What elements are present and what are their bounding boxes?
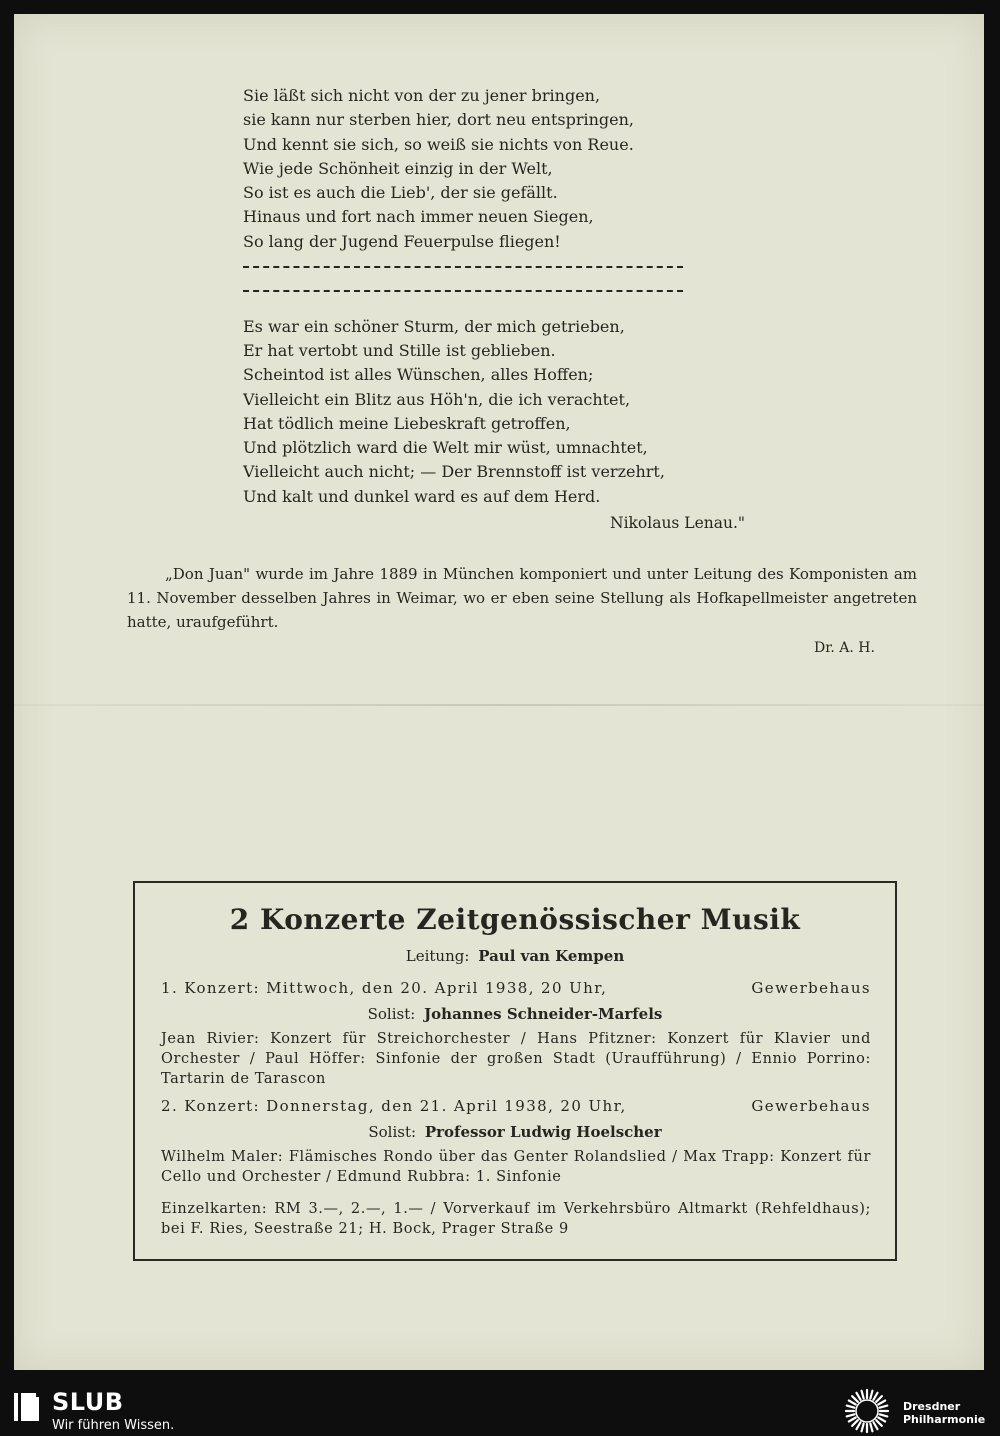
partner-name-line1: Dresdner xyxy=(903,1400,961,1413)
soloist-label: Solist: xyxy=(368,1123,417,1141)
soloist-name: Professor Ludwig Hoelscher xyxy=(424,1123,662,1141)
concert-announcement xyxy=(133,881,897,1261)
sunburst-ray xyxy=(852,1396,858,1402)
poem-line: Und kennt sie sich, so weiß sie nichts von Reue. xyxy=(243,134,634,154)
poem-line: Und kalt und dunkel ward es auf dem Herd. xyxy=(243,486,601,506)
conductor-name: Paul van Kempen xyxy=(478,947,625,965)
sunburst-ray xyxy=(862,1391,864,1399)
note-signature: Dr. A. H. xyxy=(814,640,875,656)
poem-line: Und plötzlich ward die Welt mir wüst, umnachtet, xyxy=(243,438,648,458)
soloist-label: Solist: xyxy=(367,1005,416,1023)
page-fold xyxy=(14,704,984,706)
poem-line: Scheintod ist alles Wünschen, alles Hoffen; xyxy=(243,365,594,385)
poem-line: So lang der Jugend Feuerpulse fliegen! xyxy=(243,231,561,251)
sunburst-ray xyxy=(857,1393,861,1400)
poem-line: Vielleicht ein Blitz aus Höh'n, die ich verachtet, xyxy=(243,389,631,409)
poem-line: Er hat vertobt und Stille ist geblieben. xyxy=(243,340,556,360)
poem-line: Hat tödlich meine Liebeskraft getroffen, xyxy=(243,413,571,433)
concert-1-date: 1. Konzert: Mittwoch, den 20. April 1938, 20 Uhr, xyxy=(161,979,608,997)
ticket-info: Einzelkarten: RM 3.—, 2.—, 1.— / Vorverkauf im Verkehrsbüro Altmarkt (Rehfeldhaus); bei F. Ries, Seestraße 21; H. Bock, Prager Straße 9 xyxy=(161,1201,871,1237)
sunburst-ray xyxy=(878,1418,885,1422)
partner-name-line2: Philharmonie xyxy=(903,1413,986,1426)
poem-line: Sie läßt sich nicht von der zu jener bringen, xyxy=(243,86,601,105)
sunburst-ray xyxy=(880,1406,888,1408)
historical-note xyxy=(127,562,917,634)
concert-2-date: 2. Konzert: Donnerstag, den 21. April 1938, 20 Uhr, xyxy=(161,1097,627,1115)
poem-line: sie kann nur sterben hier, dort neu entspringen, xyxy=(243,110,634,130)
concert-2-venue: Gewerbehaus xyxy=(751,1097,871,1115)
conductor-label: Leitung: xyxy=(405,947,470,965)
sunburst-ray xyxy=(852,1420,858,1426)
poem-line: Es war ein schöner Sturm, der mich getrieben, xyxy=(243,316,625,336)
philharmonie-sunburst-icon[interactable] xyxy=(842,1388,892,1434)
sunburst-ray xyxy=(862,1424,864,1432)
concert-2-header xyxy=(161,1097,871,1115)
concert-1-venue: Gewerbehaus xyxy=(751,979,871,997)
soloist-name: Johannes Schneider-Marfels xyxy=(424,1005,663,1023)
conductor-line xyxy=(135,947,895,965)
concert-1-program: Jean Rivier: Konzert für Streichorchester / Hans Pfitzner: Konzert für Klavier und Orchester / Paul Höffer: Sinfonie der großen Stadt (Uraufführung) / Ennio Porrino: Tartarin de Tarascon xyxy=(161,1031,871,1087)
sunburst-ray xyxy=(874,1422,878,1429)
dashed-separator xyxy=(243,278,883,302)
library-name[interactable]: SLUB xyxy=(52,1388,124,1416)
document-page xyxy=(14,14,984,1370)
sunburst-ray xyxy=(878,1401,885,1405)
concert-1-soloist xyxy=(135,1005,895,1023)
poem-line: Hinaus und fort nach immer neuen Siegen, xyxy=(243,207,594,227)
dashed-separator xyxy=(243,254,883,278)
poem xyxy=(243,84,883,509)
sunburst-ray xyxy=(849,1418,856,1422)
sunburst-ray xyxy=(874,1393,878,1400)
sunburst-ray xyxy=(876,1396,882,1402)
slub-book-icon[interactable] xyxy=(12,1391,40,1423)
note-text: „Don Juan" wurde im Jahre 1889 in München komponiert und unter Leitung des Komponisten am 11. November desselben Jahres in Weimar, wo er eben seine Stellung als Hofkapellmeister angetreten hatte, uraufgeführt. xyxy=(127,565,917,631)
poem-line: So ist es auch die Lieb', der sie gefällt. xyxy=(243,183,558,203)
sunburst-ray xyxy=(857,1422,861,1429)
poem-author: Nikolaus Lenau." xyxy=(610,514,746,532)
library-tagline: Wir führen Wissen. xyxy=(52,1418,175,1433)
partner-name[interactable] xyxy=(903,1400,985,1426)
sunburst-ray xyxy=(870,1424,872,1432)
concert-1-header xyxy=(161,979,871,997)
concert-2-soloist xyxy=(135,1123,895,1141)
sunburst-ray xyxy=(880,1414,888,1416)
concert-2-program: Wilhelm Maler: Flämisches Rondo über das Genter Rolandslied / Max Trapp: Konzert für Cello und Orchester / Edmund Rubbra: 1. Sinfonie xyxy=(161,1149,871,1185)
poem-line: Wie jede Schönheit einzig in der Welt, xyxy=(243,158,553,178)
sunburst-ray xyxy=(849,1401,856,1405)
sunburst-ray xyxy=(847,1406,855,1408)
sunburst-ray xyxy=(870,1391,872,1399)
sunburst-ray xyxy=(876,1420,882,1426)
announcement-title: 2 Konzerte Zeitgenössischer Musik xyxy=(229,903,801,936)
sunburst-ray xyxy=(847,1414,855,1416)
poem-line: Vielleicht auch nicht; — Der Brennstoff ist verzehrt, xyxy=(243,462,665,482)
